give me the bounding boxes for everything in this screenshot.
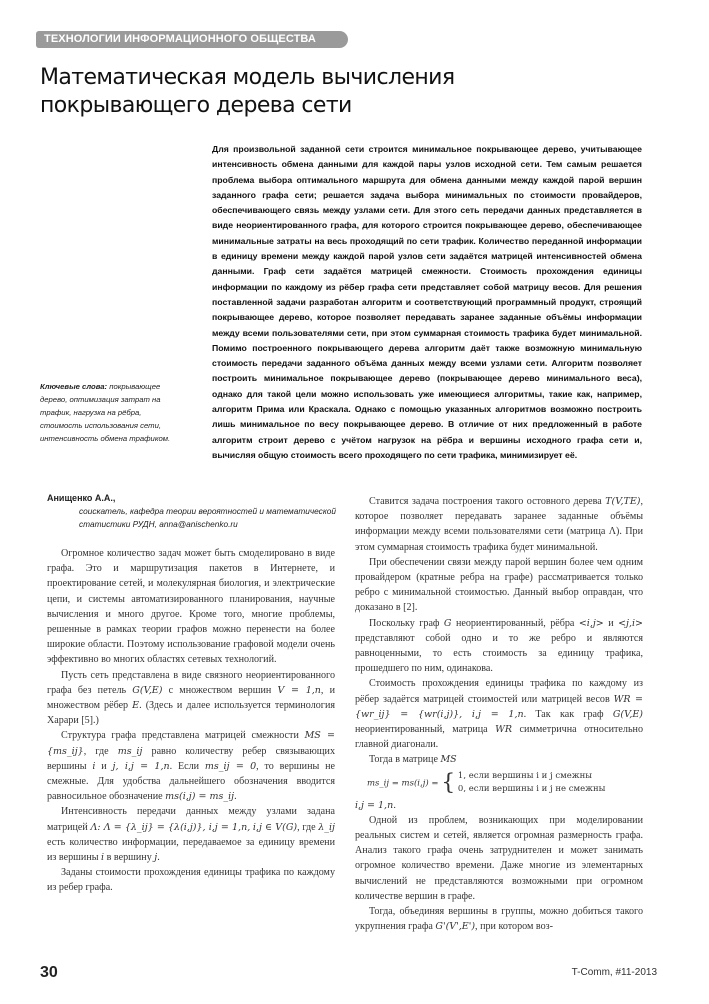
paragraph: Пусть сеть представлена в виде связного неориентированного графа без петель G(V,E) с множеством вершин V = 1,n, и множеством рёбер E. (Здесь и далее используется терминология Харари [5].) <box>47 669 336 727</box>
title-line-2: покрывающего дерева сети <box>40 93 352 118</box>
journal-issue: T-Comm, #11-2013 <box>571 967 657 978</box>
paragraph: Интенсивность передачи данных между узлами задана матрицей Λ: Λ = {λ_ij} = {λ(i,j)}, i,j = 1,n, i,j ∈ V(G), где λ_ij есть количество информации, передаваемое за единицу времени из вершины i в вершину j. <box>47 806 336 864</box>
math-inline: ms(i,j) = ms_ij <box>165 791 235 803</box>
paragraph: При обеспечении связи между парой вершин более чем одним провайдером (кратные ребра на графе) рассматривается только ребро с минимальной стоимостью. Данный выбор оправдан, что доказано в [2]. <box>355 556 643 614</box>
paragraph: Стоимость прохождения единицы трафика по каждому из рёбер задаётся матрицей стоимостей или матрицей весов WR = {wr_ij} = {wr(i,j)}, i,j = 1,n. Так как граф G(V,E) неориентированный, матрица WR симметрична относительно главной диагонали. <box>355 678 643 751</box>
paragraph <box>355 798 643 813</box>
title-line-1: Математическая модель вычисления <box>40 65 455 90</box>
paragraph: Одной из проблем, возникающих при моделировании реальных систем и сетей, является огромная размерность графа. Анализ такого графа очень затруднителен и может занимать огромное количество времени. Даже многие из элементарных вычислений не представляются возможными при огромном количестве вершин в графе. <box>355 814 643 902</box>
math-inline: G(V,E) <box>612 708 643 720</box>
math-inline: MS <box>440 754 457 766</box>
author-name: Анищенко А.А., <box>47 493 116 503</box>
paragraph: Ставится задача построения такого остовного дерева T(V,TE), которое позволяет передавать заранее заданные объёмы информации между всеми пользователями сети (матрица Λ). При этом суммарная стоимость трафика будет минимальной. <box>355 496 643 553</box>
math-inline: j <box>154 852 158 864</box>
right-column <box>355 494 643 934</box>
article-title <box>40 64 600 120</box>
abstract: Для произвольной заданной сети строится минимальное покрывающее дерево, учитывающее интенсивность обмена данными для каждой пары узлов исходной сети. Тем самым решается проблема выбора оптимального маршрута для обмена данными между каждой парой вершин заданного графа сети; решается задача выбора минимальных по стоимости провайдеров, обеспечивающего связь между узлами сети. Для этого сеть передачи данных представляется в виде неориентированного графа, для которого строится покрывающее дерево, обеспечивающее минимальные затраты на весь проходящий по сети трафик. Количество переданной информации в единицу времени между каждой парой узлов сети задаётся матрицей интенсивностей обмена данными. Граф сети задаётся матрицей смежности. Стоимость прохождения единицы информации по каждому из рёбер графа сети представляет собой матрицу весов. Для решения поставленной задачи разработан алгоритм и соответствующий программный продукт, строящий покрывающее дерево, которое позволяет передавать заранее заданные объёмы информации между всеми пользователями сети, при этом суммарная стоимость трафика будет минимальной. Помимо построенного покрывающего дерева алгоритм даёт также возможную минимальную стоимость передачи заданного объёма данных между всеми узлами сети. Алгоритм позволяет построить минимальное покрывающее дерево (покрывающее дерево минимального веса), однако для такой цели можно использовать уже имеющиеся алгоритмы, такие как, например, алгоритм Прима или Краскала. Однако с помощью указанных алгоритмов возможно построить лишь минимальное по весу покрывающее дерево. В отличие от них предложенный в работе алгоритм строит дерево с учётом нагрузок на рёбра и вершины исходного графа сети и, вычисляя общую стоимость всего проходящего по сети трафика, минимизирует её. <box>212 144 642 460</box>
paragraph: Заданы стоимости прохождения единицы трафика по каждому из ребер графа. <box>47 867 335 894</box>
paragraph: Структура графа представлена матрицей смежности MS = {ms_ij}, где ms_ij равно количеству ребер связывающих вершины i и j, i,j = 1,n. Если ms_ij = 0, то вершины не смежные. Для удобства дальнейшего обозначения вводится равносильное обозначение ms(i,j) = ms_ij. <box>47 730 336 803</box>
author-affiliation: соискатель, кафедра теории вероятностей и математической статистики РУДН, anna@anischenko.ru <box>79 506 336 529</box>
math-inline: WR = {wr_ij} = {wr(i,j)}, i,j = 1,n <box>355 693 643 720</box>
paragraph: Поскольку граф G неориентированный, рёбра <i,j> и <j,i> представляют собой одно и то же ребро и являются равноценными, то есть стоимость за единицу трафика, прошедшего по ним, одинакова. <box>355 617 643 675</box>
math-inline: V = 1,n <box>277 684 321 696</box>
formula-case-2: 0, если вершины i и j не смежны <box>457 783 606 794</box>
section-banner: ТЕХНОЛОГИИ ИНФОРМАЦИОННОГО ОБЩЕСТВА <box>36 31 348 48</box>
paragraph: Огромное количество задач может быть смоделировано в виде графа. Это и маршрутизация пакетов в Интернете, и проектирование сетей, и молекулярная биология, и электрические цепи, и системы автоматизированного планирования, научные вычисления и много другое. Кроме того, многие проблемы, решенные в рамках теории графов можно перенести на более широкие области. Поэтому использование графовой модели очень эффективно во многих областях сетевых технологий. <box>47 548 335 666</box>
left-column <box>47 546 335 896</box>
math-inline: E <box>132 700 140 712</box>
author-block <box>47 492 347 531</box>
math-inline: i,j = 1,n. <box>355 799 397 811</box>
keywords <box>40 380 182 445</box>
math-inline: <i,j> <box>578 617 604 629</box>
math-inline: Λ: Λ = {λ_ij} = {λ(i,j)}, i,j = 1,n, <box>90 821 251 833</box>
math-inline: MS = {ms_ij} <box>47 730 335 757</box>
math-inline: i,j ∈ V(G) <box>252 821 298 833</box>
keywords-label: Ключевые слова: <box>40 382 108 391</box>
math-inline: ms_ij <box>117 745 143 757</box>
math-inline: G'(V',E') <box>435 921 476 933</box>
page-number: 30 <box>40 964 58 981</box>
math-inline: λ_ij <box>318 821 336 833</box>
formula-block <box>355 770 643 796</box>
math-inline: T(V,TE) <box>605 496 641 507</box>
keywords-text: покрывающее дерево, оптимизация затрат на трафик, нагрузка на рёбра, стоимость использования сети, интенсивность обмена трафиком. <box>40 382 171 443</box>
formula-case-1: 1, если вершины i и j смежны <box>457 770 593 781</box>
math-inline: i <box>101 852 105 864</box>
math-inline: G(V,E) <box>132 684 163 696</box>
math-inline: i <box>92 760 96 772</box>
math-inline: G <box>443 617 452 629</box>
math-inline: j, i,j = 1,n <box>112 760 170 772</box>
formula-cases <box>458 770 606 796</box>
math-inline: WR <box>495 724 513 736</box>
math-inline: <j,i> <box>618 617 643 629</box>
formula-lhs: ms_ij = ms(i,j) = <box>367 778 439 789</box>
math-inline: ms_ij = 0 <box>204 760 257 772</box>
paragraph: Тогда в матрице MS <box>369 754 457 766</box>
paragraph: Тогда, объединяя вершины в группы, можно добиться такого укрупнения графа G'(V',E'), при котором воз- <box>355 906 643 933</box>
brace-glyph: { <box>441 770 456 796</box>
